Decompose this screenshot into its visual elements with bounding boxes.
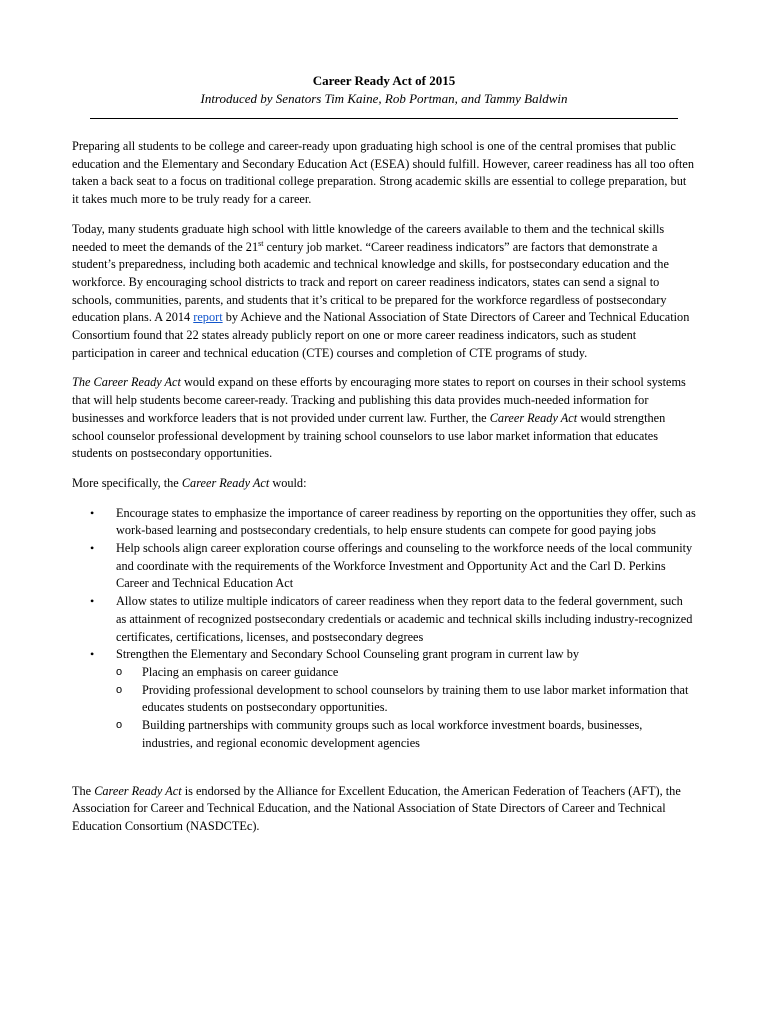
circle-bullet-icon: o bbox=[116, 719, 123, 732]
paragraph-indicators-text-3: by Achieve and the National Association of State Directors of Career and Technical Education Consortium found that 22 states already publicly report on one or more career readiness indicators, such as student participation in career and technical education (CTE) courses and completion of CTE programs of study. bbox=[72, 310, 690, 360]
list-intro-text-1: More specifically, the bbox=[72, 475, 182, 490]
document-body bbox=[72, 72, 696, 848]
paragraph-indicators bbox=[72, 221, 696, 363]
paragraph-expansion-text-2: would strengthen school counselor professional development by training school counselors to use labor market information that educates students on postsecondary opportunities. bbox=[72, 410, 666, 461]
paragraph-expansion bbox=[72, 374, 696, 463]
ordinal-suffix: st bbox=[258, 238, 264, 248]
bullet-icon: • bbox=[90, 541, 95, 556]
provisions-list bbox=[72, 505, 696, 753]
paragraph-indicators-text-2: century job market. “Career readiness indicators” are factors that demonstrate a student’s preparedness, including both academic and technical knowledge and skills, for postsecondary education and the workforce. By encouraging school districts to track and report on career readiness indicators, states can send a signal to schools, communities, parents, and students that it’s critical to be prepared for the workforce regardless of postsecondary education plans. A 2014 bbox=[72, 239, 669, 325]
list-item bbox=[72, 593, 696, 646]
list-intro-text-2: would: bbox=[269, 475, 307, 490]
act-name-italic: The Career Ready Act bbox=[72, 375, 181, 390]
document-title: Career Ready Act of 2015 bbox=[312, 73, 456, 88]
sub-list-item bbox=[116, 717, 696, 752]
report-link[interactable]: report bbox=[193, 310, 223, 325]
document-subtitle: Introduced by Senators Tim Kaine, Rob Portman, and Tammy Baldwin bbox=[200, 91, 568, 106]
act-name-italic: Career Ready Act bbox=[489, 410, 578, 425]
list-item bbox=[72, 540, 696, 593]
list-item bbox=[72, 646, 696, 752]
bullet-icon: • bbox=[90, 594, 95, 609]
paragraph-expansion-text-1: would expand on these efforts by encouraging more states to report on courses in their school systems that will help students become career-ready. Tracking and publishing this data provides much-needed information for businesses and workforce leaders that is not provided under current law. Further, the bbox=[72, 375, 686, 425]
act-name-italic: Career Ready Act bbox=[94, 783, 182, 798]
circle-bullet-icon: o bbox=[116, 683, 123, 696]
paragraph-endorsements-text-1: The bbox=[72, 783, 95, 798]
paragraph-indicators-text-1: Today, many students graduate high school with little knowledge of the careers available to them and the technical skills needed to meet the demands of the 21 bbox=[72, 221, 665, 254]
sub-list-item-text: Building partnerships with community groups such as local workforce investment boards, businesses, industries, and regional economic development agencies bbox=[142, 718, 643, 750]
paragraph-intro: Preparing all students to be college and career-ready upon graduating high school is one of the central promises that public education and the Elementary and Secondary Education Act (ESEA) should fulfill. However, career readiness has all too often taken a back seat to a focus on traditional college preparation. Strong academic skills are essential to college preparation, but it takes much more to be truly ready for a career. bbox=[72, 139, 694, 207]
sub-list bbox=[72, 664, 696, 753]
list-item-text: Strengthen the Elementary and Secondary School Counseling grant program in current law by bbox=[116, 647, 580, 662]
paragraph-endorsements-text-2: is endorsed by the Alliance for Excellent Education, the American Federation of Teachers (AFT), the Association for Career and Technical Education, and the National Association of State Directors of Career and Technical Education Consortium (NASDCTEc). bbox=[72, 783, 681, 833]
circle-bullet-icon: o bbox=[116, 665, 123, 678]
sub-list-item-text: Providing professional development to school counselors by training them to use labor market information that educates students on postsecondary opportunities. bbox=[142, 682, 689, 715]
bullet-icon: • bbox=[90, 647, 95, 662]
act-name-italic: Career Ready Act bbox=[181, 475, 270, 490]
list-item-text: Allow states to utilize multiple indicators of career readiness when they report data to the federal government, such as attainment of recognized postsecondary credentials or academic and technical skills including industry-recognized certificates, certifications, licenses, and postsecondary degrees bbox=[116, 594, 693, 644]
title-divider bbox=[90, 110, 678, 119]
sub-list-item bbox=[116, 664, 696, 682]
list-intro bbox=[72, 475, 696, 493]
list-item-text: Help schools align career exploration course offerings and counseling to the workforce needs of the local community and coordinate with the requirements of the Workforce Investment and Opportunity Act and the Carl D. Perkins Career and Technical Education Act bbox=[116, 541, 693, 591]
list-item bbox=[72, 505, 696, 540]
list-item-text: Encourage states to emphasize the importance of career readiness by reporting on the opportunities they offer, such as work-based learning and postsecondary credentials, to help ensure students can compete for good paying jobs bbox=[116, 505, 696, 538]
paragraph-endorsements bbox=[72, 783, 696, 836]
bullet-icon: • bbox=[90, 505, 95, 520]
sub-list-item bbox=[116, 682, 696, 717]
sub-list-item-text: Placing an emphasis on career guidance bbox=[142, 664, 339, 679]
